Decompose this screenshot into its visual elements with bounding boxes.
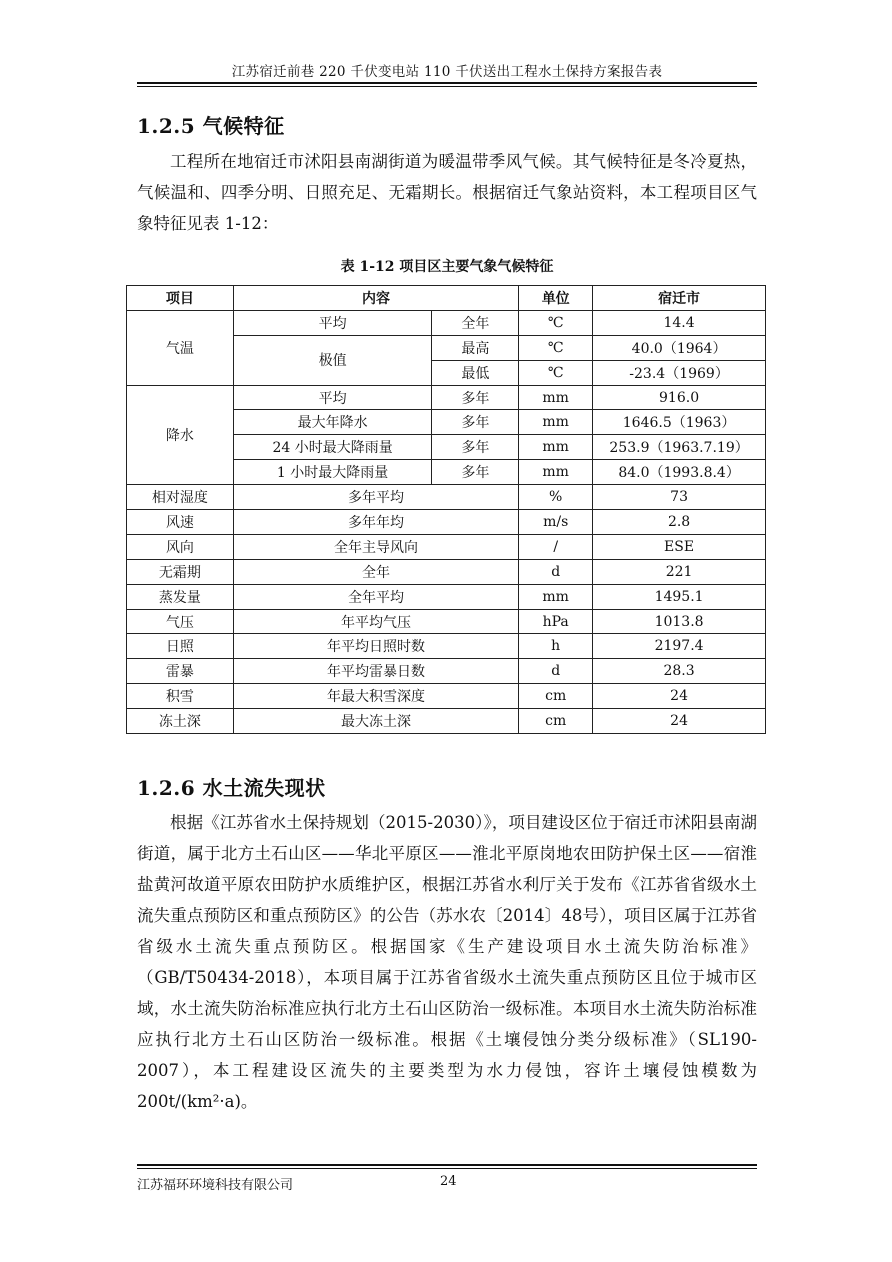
- cell: mm: [519, 385, 593, 410]
- cell: 多年年均: [233, 510, 518, 535]
- cell: 最大冻土深: [233, 709, 518, 734]
- cell: mm: [519, 584, 593, 609]
- cell: 24: [593, 709, 766, 734]
- cell: 916.0: [593, 385, 766, 410]
- section-heading-erosion: 1.2.6 水土流失现状: [137, 776, 326, 800]
- cell: ℃: [519, 310, 593, 335]
- header-divider: [137, 82, 757, 84]
- header-city: 宿迁市: [593, 286, 766, 311]
- table-row: [127, 609, 766, 634]
- table-row: [127, 659, 766, 684]
- cell: 全年主导风向: [233, 534, 518, 559]
- cell: 最大年降水: [233, 410, 432, 435]
- cell: 最高: [432, 335, 519, 360]
- table-row: [127, 534, 766, 559]
- page-number: 24: [440, 1174, 457, 1189]
- precip-group-label: 降水: [127, 385, 234, 485]
- cell: 1013.8: [593, 609, 766, 634]
- cell: 1495.1: [593, 584, 766, 609]
- cell: 风速: [127, 510, 234, 535]
- cell: 多年平均: [233, 485, 518, 510]
- cell: cm: [519, 709, 593, 734]
- cell: 雷暴: [127, 659, 234, 684]
- cell: 多年: [432, 435, 519, 460]
- cell: mm: [519, 410, 593, 435]
- section-heading-climate: 1.2.5 气候特征: [137, 114, 285, 138]
- cell: ℃: [519, 335, 593, 360]
- footer-company: 江苏福环环境科技有限公司: [137, 1178, 294, 1193]
- cell: 73: [593, 485, 766, 510]
- cell: -23.4（1969）: [593, 360, 766, 385]
- table-caption: 表 1-12 项目区主要气象气候特征: [340, 259, 554, 275]
- cell: 最低: [432, 360, 519, 385]
- cell: 多年: [432, 460, 519, 485]
- cell: 无霜期: [127, 559, 234, 584]
- cell: 全年平均: [233, 584, 518, 609]
- cell: 1646.5（1963）: [593, 410, 766, 435]
- cell: 全年: [432, 310, 519, 335]
- table-row: [127, 385, 766, 410]
- cell: %: [519, 485, 593, 510]
- cell: 221: [593, 559, 766, 584]
- cell: hPa: [519, 609, 593, 634]
- cell: 多年: [432, 385, 519, 410]
- temp-group-label: 气温: [127, 310, 234, 385]
- cell: 40.0（1964）: [593, 335, 766, 360]
- cell: 1 小时最大降雨量: [233, 460, 432, 485]
- table-row: [127, 510, 766, 535]
- header-item: 项目: [127, 286, 234, 311]
- table-row: [127, 584, 766, 609]
- cell: /: [519, 534, 593, 559]
- table-row: [127, 709, 766, 734]
- cell: 14.4: [593, 310, 766, 335]
- cell: 年平均雷暴日数: [233, 659, 518, 684]
- cell: mm: [519, 460, 593, 485]
- cell: 极值: [233, 335, 432, 385]
- cell: 24 小时最大降雨量: [233, 435, 432, 460]
- climate-table: [126, 285, 766, 734]
- cell: 平均: [233, 310, 432, 335]
- cell: 日照: [127, 634, 234, 659]
- cell: 相对湿度: [127, 485, 234, 510]
- cell: 蒸发量: [127, 584, 234, 609]
- cell: 多年: [432, 410, 519, 435]
- header-title: 江苏宿迁前巷 220 千伏变电站 110 千伏送出工程水土保持方案报告表: [231, 64, 663, 80]
- table-row: [127, 559, 766, 584]
- header-content: 内容: [233, 286, 518, 311]
- table-row: [127, 684, 766, 709]
- table-row: [127, 485, 766, 510]
- cell: m/s: [519, 510, 593, 535]
- cell: 风向: [127, 534, 234, 559]
- cell: ESE: [593, 534, 766, 559]
- cell: 气压: [127, 609, 234, 634]
- cell: 年平均气压: [233, 609, 518, 634]
- climate-paragraph: 工程所在地宿迁市沭阳县南湖街道为暖温带季风气候。其气候特征是冬冷夏热，气候温和、四季分明、日照充足、无霜期长。根据宿迁气象站资料，本工程项目区气象特征见表 1-12：: [137, 152, 757, 233]
- header-unit: 单位: [519, 286, 593, 311]
- cell: 积雪: [127, 684, 234, 709]
- cell: 84.0（1993.8.4）: [593, 460, 766, 485]
- cell: 2.8: [593, 510, 766, 535]
- table-row: [127, 634, 766, 659]
- cell: 2197.4: [593, 634, 766, 659]
- cell: 24: [593, 684, 766, 709]
- cell: 28.3: [593, 659, 766, 684]
- table-header-row: [127, 286, 766, 311]
- cell: h: [519, 634, 593, 659]
- cell: d: [519, 659, 593, 684]
- cell: cm: [519, 684, 593, 709]
- cell: 冻土深: [127, 709, 234, 734]
- cell: 年最大积雪深度: [233, 684, 518, 709]
- cell: d: [519, 559, 593, 584]
- erosion-paragraph: 根据《江苏省水土保持规划（2015-2030）》，项目建设区位于宿迁市沭阳县南湖街道，属于北方土石山区——华北平原区——淮北平原岗地农田防护保土区——宿淮盐黄河故道平原农田防护水质维护区，根据江苏省水利厅关于发布《江苏省省级水土流失重点预防区和重点预防区》的公告（苏水农〔2014〕48号），项目区属于江苏省省级水土流失重点预防区。根据国家《生产建设项目水土流失防治标准》（GB/T50434-2018），本项目属于江苏省省级水土流失重点预防区且位于城市区域，水土流失防治标准应执行北方土石山区防治一级标准。本项目水土流失防治标准应执行北方土石山区防治一级标准。根据《土壤侵蚀分类分级标准》（SL190-2007），本工程建设区流失的主要类型为水力侵蚀，容许土壤侵蚀模数为 200t/(km²·a)。: [137, 813, 757, 1111]
- cell: 253.9（1963.7.19）: [593, 435, 766, 460]
- cell: 全年: [233, 559, 518, 584]
- cell: 平均: [233, 385, 432, 410]
- footer-divider: [137, 1164, 757, 1166]
- footer-divider-thin: [137, 1168, 757, 1169]
- table-row: [127, 310, 766, 335]
- cell: ℃: [519, 360, 593, 385]
- header-divider-thin: [137, 86, 757, 87]
- cell: mm: [519, 435, 593, 460]
- cell: 年平均日照时数: [233, 634, 518, 659]
